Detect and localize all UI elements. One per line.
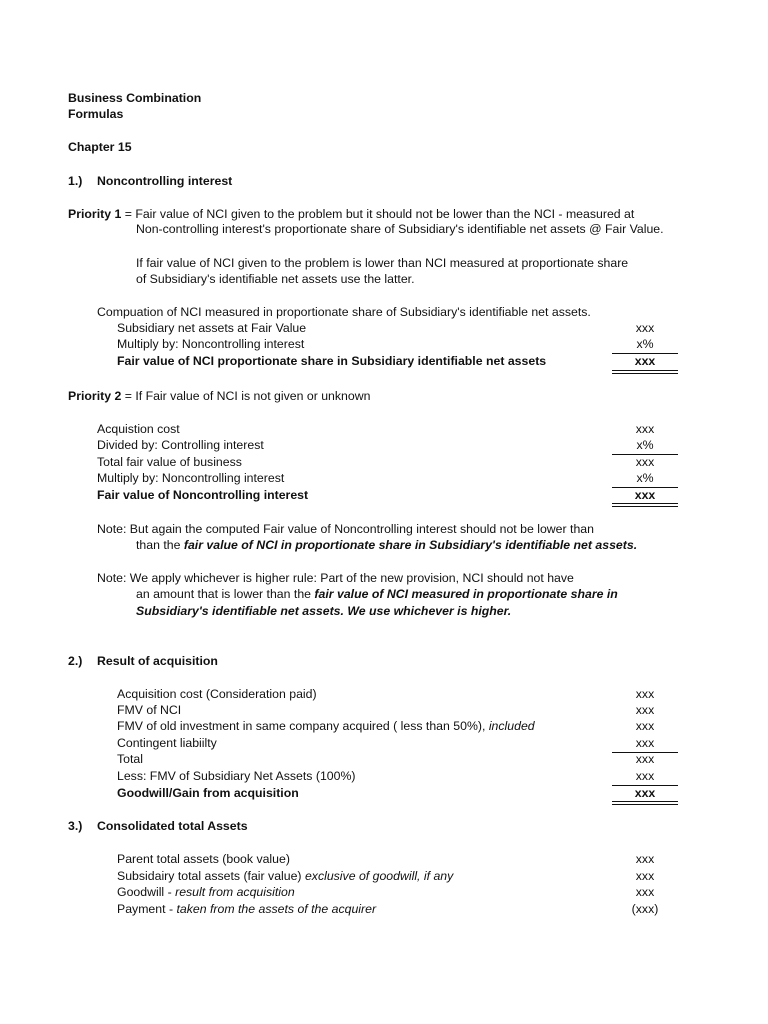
note-1-line-2-emphasis: fair value of NCI in proportionate share in Subsidiary's identifiable net assets. xyxy=(183,538,638,552)
assets-row-plain: Subsidairy total assets (fair value) xyxy=(117,869,305,883)
section-1-number: 1.) xyxy=(68,174,83,188)
priority-1-label: Priority 1 xyxy=(68,207,122,221)
total-double-rule xyxy=(612,801,678,805)
priority-1-line-3: If fair value of NCI given to the problem is lower than NCI measured at proportionate share xyxy=(136,256,629,270)
acquisition-row-value: xxx xyxy=(635,752,655,766)
section-3-number: 3.) xyxy=(68,819,83,833)
computation-row-label: Subsidiary net assets at Fair Value xyxy=(117,321,307,335)
computation-row-value: xxx xyxy=(635,321,655,335)
priority-1-text: = Fair value of NCI given to the problem but it should not be lower than the NCI - measured at xyxy=(121,207,635,221)
note-2-line-2 xyxy=(136,587,618,602)
assets-row-value: xxx xyxy=(635,885,655,899)
priority-2-row-label: Total fair value of business xyxy=(97,455,242,469)
assets-row-plain: Goodwill - xyxy=(117,885,176,899)
note-1-line-1: Note: But again the computed Fair value of Noncontrolling interest should not be lower than xyxy=(97,522,594,536)
priority-1-line-1 xyxy=(68,207,634,222)
assets-row-label xyxy=(117,902,376,917)
priority-1-line-4: of Subsidiary's identifiable net assets use the latter. xyxy=(136,272,415,286)
priority-2-total-value: xxx xyxy=(634,488,656,502)
acquisition-row-value: xxx xyxy=(635,736,655,750)
note-1-line-2 xyxy=(136,538,637,553)
section-1-title: Noncontrolling interest xyxy=(97,174,233,188)
section-3-title: Consolidated total Assets xyxy=(97,819,248,833)
priority-2-row-value: xxx xyxy=(635,422,655,436)
computation-heading: Compuation of NCI measured in proportionate share of Subsidiary's identifiable net assets. xyxy=(97,305,591,319)
note-2-line-1: Note: We apply whichever is higher rule: Part of the new provision, NCI should not have xyxy=(97,571,574,585)
section-2-number: 2.) xyxy=(68,654,83,668)
acquisition-row-value: xxx xyxy=(635,769,655,783)
assets-row-label xyxy=(117,885,295,900)
priority-2-row-value: x% xyxy=(636,438,654,452)
goodwill-total-value: xxx xyxy=(634,786,656,800)
assets-row-italic: result from acquisition xyxy=(175,885,295,899)
priority-2-row-label: Multiply by: Noncontrolling interest xyxy=(97,471,285,485)
acquisition-row-value: xxx xyxy=(635,719,655,733)
assets-row-label xyxy=(117,869,453,884)
acquisition-row-value: xxx xyxy=(635,703,655,717)
assets-row-value: (xxx) xyxy=(631,902,659,916)
priority-2-row-label: Acquistion cost xyxy=(97,422,180,436)
document-title: Business Combination xyxy=(68,91,202,105)
assets-row-plain: Payment - xyxy=(117,902,177,916)
note-1-line-2-plain: than the xyxy=(136,538,184,552)
acquisition-row-label: Total xyxy=(117,752,143,766)
acquisition-row-label: Less: FMV of Subsidiary Net Assets (100%) xyxy=(117,769,356,783)
acquisition-row-label xyxy=(117,719,535,734)
priority-2-total-label: Fair value of Noncontrolling interest xyxy=(97,488,309,502)
priority-2-text: = If Fair value of NCI is not given or unknown xyxy=(121,389,371,403)
priority-2-row-label: Divided by: Controlling interest xyxy=(97,438,264,452)
priority-2-label: Priority 2 xyxy=(68,389,122,403)
document-subtitle: Formulas xyxy=(68,107,124,121)
assets-row-italic: taken from the assets of the acquirer xyxy=(176,902,377,916)
priority-2-row-value: x% xyxy=(636,471,654,485)
note-2-line-2-plain: an amount that is lower than the xyxy=(136,587,315,601)
total-double-rule xyxy=(612,370,678,374)
acquisition-row-label: FMV of NCI xyxy=(117,703,182,717)
priority-2-line xyxy=(68,389,370,404)
acquisition-row-value: xxx xyxy=(635,687,655,701)
goodwill-total-label: Goodwill/Gain from acquisition xyxy=(117,786,299,800)
assets-row-value: xxx xyxy=(635,852,655,866)
computation-row-label: Multiply by: Noncontrolling interest xyxy=(117,337,305,351)
priority-1-line-2: Non-controlling interest's proportionate share of Subsidiary's identifiable net assets @ Fair Value. xyxy=(136,222,664,236)
acquisition-row-plain: FMV of old investment in same company acquired ( less than 50%), xyxy=(117,719,489,733)
priority-2-row-value: xxx xyxy=(635,455,655,469)
section-2-title: Result of acquisition xyxy=(97,654,218,668)
computation-total-label: Fair value of NCI proportionate share in Subsidiary identifiable net assets xyxy=(117,354,547,368)
total-double-rule xyxy=(612,503,678,507)
acquisition-row-label: Contingent liabiilty xyxy=(117,736,217,750)
acquisition-row-italic: included xyxy=(488,719,535,733)
assets-row-value: xxx xyxy=(635,869,655,883)
note-2-line-3: Subsidiary's identifiable net assets. We use whichever is higher. xyxy=(136,604,512,618)
assets-row-label: Parent total assets (book value) xyxy=(117,852,290,866)
acquisition-row-label: Acquisition cost (Consideration paid) xyxy=(117,687,317,701)
note-2-line-2-emphasis: fair value of NCI measured in proportionate share in xyxy=(314,587,618,601)
computation-total-value: xxx xyxy=(634,354,656,368)
computation-row-value: x% xyxy=(636,337,654,351)
chapter-heading: Chapter 15 xyxy=(68,140,132,154)
assets-row-italic: exclusive of goodwill, if any xyxy=(304,869,454,883)
